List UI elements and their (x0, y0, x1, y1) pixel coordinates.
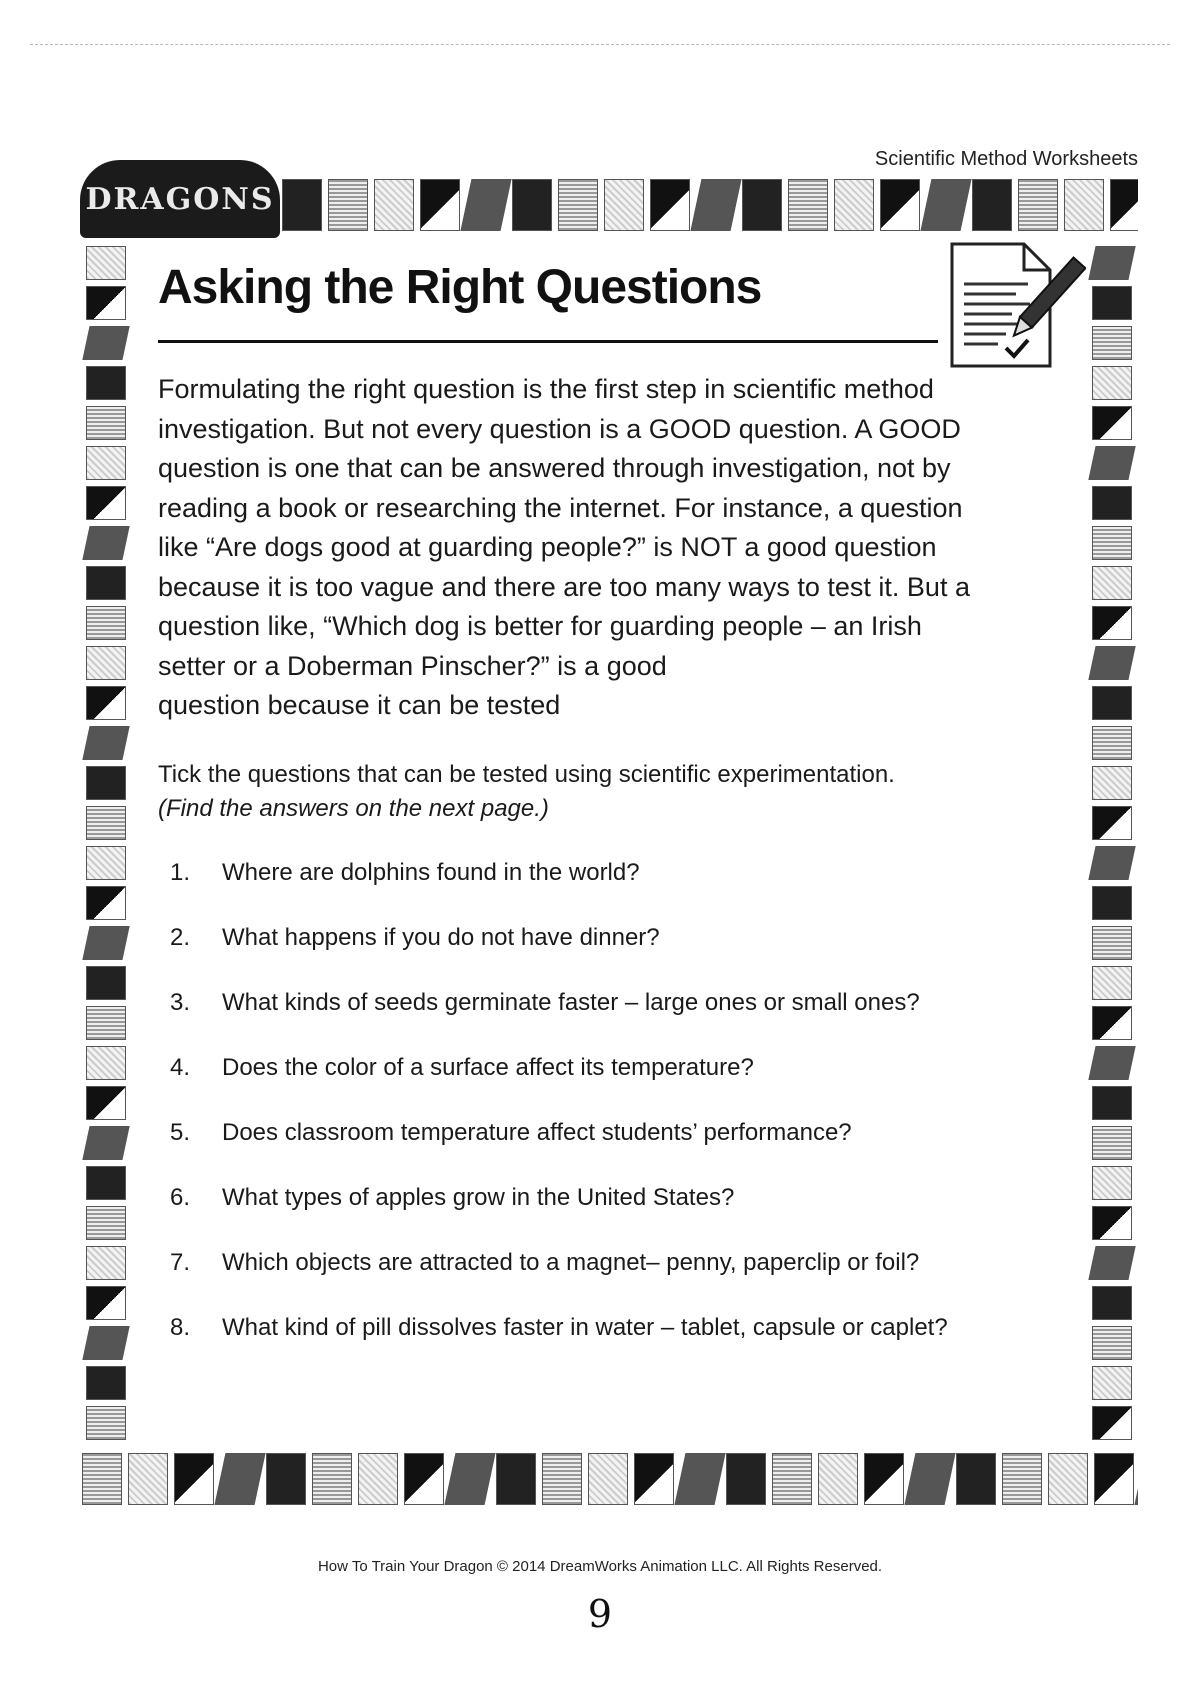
border-tile (1018, 179, 1058, 231)
border-tile (82, 526, 129, 560)
border-tile (86, 846, 126, 880)
border-tile (86, 1086, 126, 1120)
border-tile (1134, 1453, 1138, 1505)
border-tile (86, 446, 126, 480)
question-text: Does classroom temperature affect students’ performance? (222, 1119, 852, 1146)
question-number: 1. (170, 859, 191, 886)
intro-line: question is one that can be answered through investigation, not by (158, 453, 951, 483)
border-tile (282, 179, 322, 231)
border-tile (1092, 1286, 1132, 1320)
border-tile (1092, 1366, 1132, 1400)
border-tile (1092, 926, 1132, 960)
right-border (1088, 246, 1136, 1446)
border-tile (956, 1453, 996, 1505)
question-number: 3. (170, 989, 191, 1016)
border-tile (1092, 406, 1132, 440)
question-number: 6. (170, 1184, 191, 1211)
question-text: Where are dolphins found in the world? (222, 859, 640, 886)
border-tile (1092, 686, 1132, 720)
question-item[interactable] (170, 1181, 1070, 1246)
border-tile (834, 179, 874, 231)
intro-line: setter or a Doberman Pinscher?” is a good (158, 650, 667, 681)
intro-line: investigation. But not every question is a GOOD question. A GOOD (158, 413, 961, 444)
border-tile (86, 406, 126, 440)
question-item[interactable] (170, 856, 1070, 921)
intro-line: question like, “Which dog is better for guarding people – an Irish (158, 611, 922, 641)
border-tile (818, 1453, 858, 1505)
border-tile (1092, 606, 1132, 640)
intro-line: Formulating the right question is the first step in scientific method (158, 374, 934, 404)
border-tile (86, 886, 126, 920)
scan-edge-line (30, 44, 1170, 45)
border-tile (86, 1246, 126, 1280)
border-tile (128, 1453, 168, 1505)
border-tile (86, 1366, 126, 1400)
border-tile (604, 179, 644, 231)
border-tile (920, 179, 971, 231)
border-tile (864, 1453, 904, 1505)
border-tile (588, 1453, 628, 1505)
border-tile (404, 1453, 444, 1505)
border-tile (86, 486, 126, 520)
border-tile (1088, 246, 1135, 280)
border-tile (82, 1326, 129, 1360)
border-tile (1092, 726, 1132, 760)
border-tile (444, 1453, 495, 1505)
border-tile (86, 1006, 126, 1040)
border-tile (82, 326, 129, 360)
border-tile (86, 1046, 126, 1080)
page-number: 9 (587, 1592, 613, 1636)
border-tile (496, 1453, 536, 1505)
question-text: What happens if you do not have dinner? (222, 924, 660, 951)
border-tile (1092, 766, 1132, 800)
logo-text: DRAGONS (85, 181, 275, 217)
border-tile (86, 286, 126, 320)
border-tile (1092, 1126, 1132, 1160)
border-tile (1092, 1406, 1132, 1440)
border-tile (86, 1286, 126, 1320)
question-text: What kinds of seeds germinate faster – large ones or small ones? (222, 989, 920, 1016)
intro-line: because it is too vague and there are too many ways to test it. But a (158, 571, 970, 602)
border-tile (904, 1453, 955, 1505)
question-number: 8. (170, 1314, 191, 1341)
top-border (282, 176, 1138, 234)
border-tile (86, 566, 126, 600)
question-number: 4. (170, 1054, 191, 1081)
border-tile (1110, 179, 1138, 231)
border-tile (266, 1453, 306, 1505)
border-tile (512, 179, 552, 231)
question-number: 7. (170, 1249, 191, 1276)
border-tile (374, 179, 414, 231)
border-tile (1088, 646, 1135, 680)
border-tile (1092, 566, 1132, 600)
title-underline (158, 340, 938, 343)
border-tile (86, 1206, 126, 1240)
border-tile (86, 766, 126, 800)
border-tile (1088, 1046, 1135, 1080)
border-tile (726, 1453, 766, 1505)
border-tile (86, 366, 126, 400)
border-tile (86, 1166, 126, 1200)
border-tile (1092, 1166, 1132, 1200)
border-tile (972, 179, 1012, 231)
intro-line: like “Are dogs good at guarding people?” is NOT a good question (158, 532, 937, 562)
question-item[interactable] (170, 1246, 1070, 1311)
border-tile (82, 1453, 122, 1505)
border-tile (1092, 286, 1132, 320)
border-tile (358, 1453, 398, 1505)
intro-paragraph (158, 370, 1070, 726)
question-item[interactable] (170, 1311, 1070, 1376)
page-title: Asking the Right Questions (158, 261, 762, 314)
border-tile (772, 1453, 812, 1505)
border-tile (82, 726, 129, 760)
question-item[interactable] (170, 986, 1070, 1051)
border-tile (1092, 486, 1132, 520)
question-text: Does the color of a surface affect its temperature? (222, 1054, 754, 1081)
question-item[interactable] (170, 1051, 1070, 1116)
border-tile (690, 179, 741, 231)
border-tile (86, 966, 126, 1000)
question-item[interactable] (170, 921, 1070, 986)
border-tile (634, 1453, 674, 1505)
border-tile (880, 179, 920, 231)
border-tile (674, 1453, 725, 1505)
border-tile (1064, 179, 1104, 231)
worksheet-pencil-icon (946, 240, 1086, 370)
border-tile (86, 606, 126, 640)
question-number: 5. (170, 1119, 191, 1146)
border-tile (558, 179, 598, 231)
instruction-block (158, 758, 1058, 826)
border-tile (1092, 806, 1132, 840)
intro-line: reading a book or researching the internet. For instance, a question (158, 492, 963, 523)
question-number: 2. (170, 924, 191, 951)
intro-line: question because it can be tested (158, 690, 561, 720)
border-tile (1092, 526, 1132, 560)
border-tile (1088, 846, 1135, 880)
border-tile (420, 179, 460, 231)
border-tile (1092, 886, 1132, 920)
border-tile (1092, 966, 1132, 1000)
instruction-note: (Find the answers on the next page.) (158, 795, 549, 822)
border-tile (86, 806, 126, 840)
border-tile (174, 1453, 214, 1505)
border-tile (1002, 1453, 1042, 1505)
border-tile (1088, 1246, 1135, 1280)
left-border (82, 246, 130, 1446)
border-tile (1092, 1086, 1132, 1120)
border-tile (328, 179, 368, 231)
question-text: What types of apples grow in the United States? (222, 1184, 735, 1211)
border-tile (86, 646, 126, 680)
question-text: Which objects are attracted to a magnet– penny, paperclip or foil? (222, 1249, 920, 1276)
border-tile (86, 246, 126, 280)
copyright-footer: How To Train Your Dragon © 2014 DreamWorks Animation LLC. All Rights Reserved. (317, 1558, 883, 1575)
border-tile (82, 926, 129, 960)
border-tile (82, 1126, 129, 1160)
border-tile (1092, 1206, 1132, 1240)
border-tile (1094, 1453, 1134, 1505)
border-tile (1088, 446, 1135, 480)
border-tile (86, 686, 126, 720)
border-tile (214, 1453, 265, 1505)
border-tile (650, 179, 690, 231)
border-tile (1092, 1326, 1132, 1360)
border-tile (460, 179, 511, 231)
question-text: What kind of pill dissolves faster in water – tablet, capsule or caplet? (222, 1314, 948, 1341)
border-tile (1092, 366, 1132, 400)
border-tile (312, 1453, 352, 1505)
border-tile (1092, 326, 1132, 360)
worksheet-series-label: Scientific Method Worksheets (874, 148, 1138, 170)
instruction-text: Tick the questions that can be tested using scientific experimentation. (158, 761, 895, 788)
border-tile (788, 179, 828, 231)
border-tile (1092, 1006, 1132, 1040)
border-tile (86, 1406, 126, 1440)
border-tile (1048, 1453, 1088, 1505)
dragons-logo (80, 160, 280, 238)
border-tile (742, 179, 782, 231)
question-item[interactable] (170, 1116, 1070, 1181)
border-tile (542, 1453, 582, 1505)
bottom-border (82, 1450, 1138, 1508)
question-list (170, 856, 1070, 1376)
